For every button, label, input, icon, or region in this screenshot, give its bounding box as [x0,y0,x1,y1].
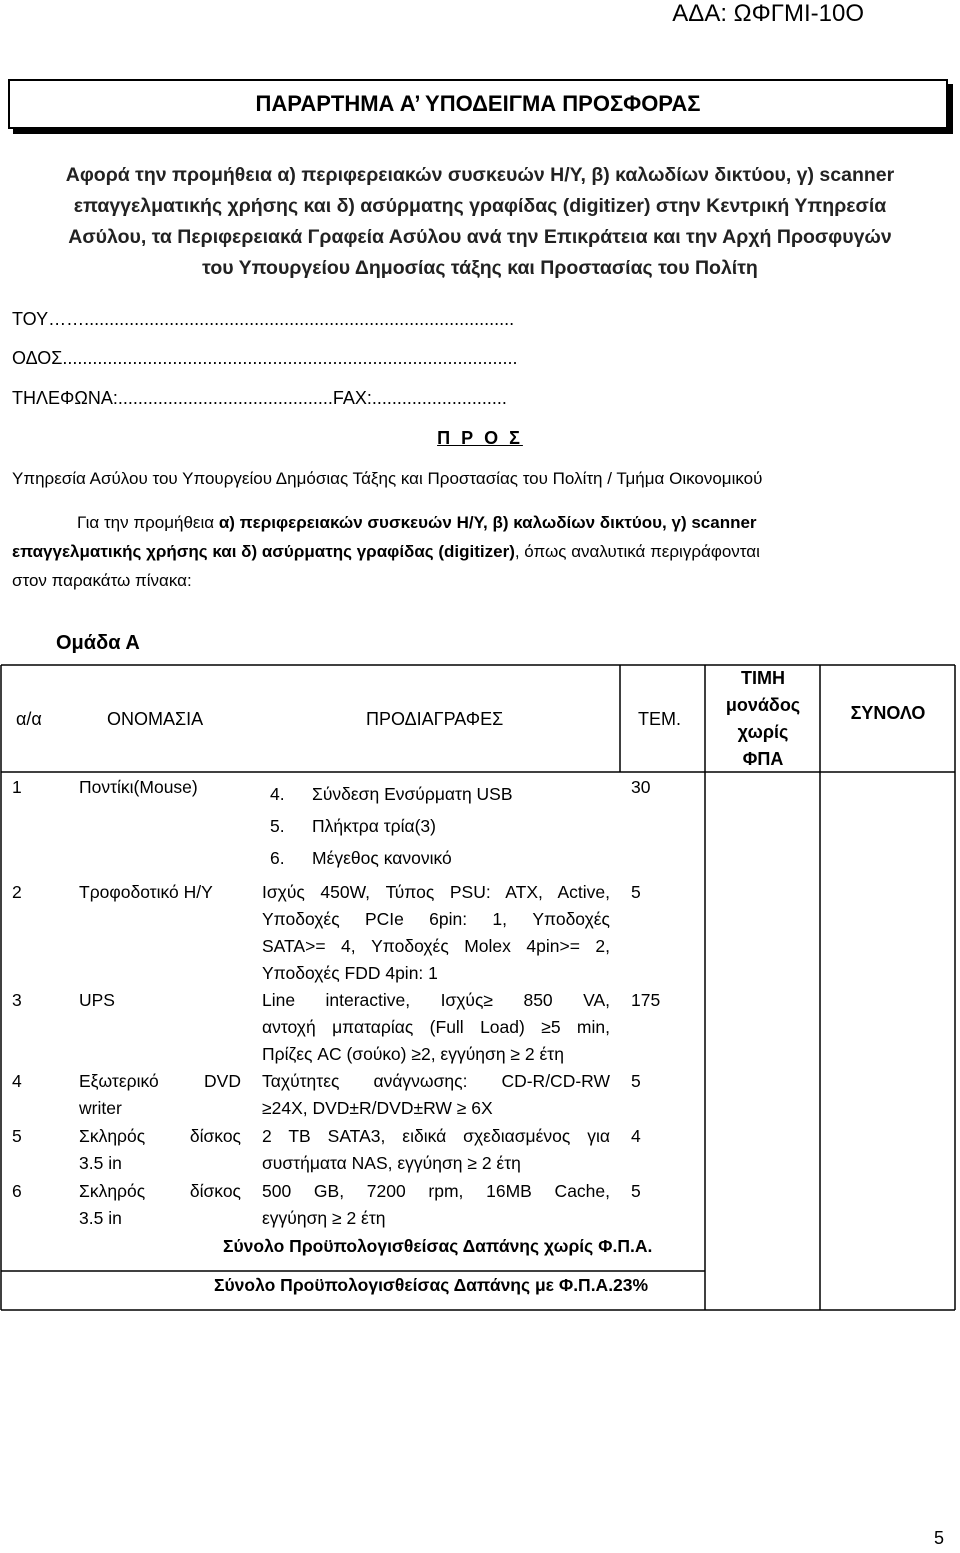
col-header-qty: ΤΕΜ. [638,709,681,729]
subject-line: Ασύλου, τα Περιφερειακά Γραφεία Ασύλου ανά την Επικράτεια και την Αρχή Προσφυγών [68,226,892,248]
row-2-name: Τροφοδοτικό Η/Υ [79,882,213,902]
intro-bold-1: α) περιφερειακών συσκευών Η/Υ, β) καλωδίων δικτύου, γ) scanner [218,513,757,532]
field-phone-fax: ΤΗΛΕΦΩΝΑ:...........................................FAX:........................... [12,388,507,408]
field-odos: ΟΔΟΣ........................................................................................... [12,348,518,368]
subject-line: του Υπουργείου Δημοσίας τάξης και Προστασίας του Πολίτη [202,257,758,279]
row-3-no: 3 [12,990,22,1010]
row-5-qty: 4 [631,1126,641,1146]
row-6-qty: 5 [631,1181,641,1201]
col-header-aa: α/α [16,709,42,729]
total-without-vat-label: Σύνολο Προϋπολογισθείσας Δαπάνης χωρίς Φ.Π.Α. [223,1236,653,1256]
page-number: 5 [933,1528,944,1548]
row-1-no: 1 [12,777,22,797]
field-tou: ΤΟΥ……...................................................................................... [12,309,515,329]
row-6-no: 6 [12,1181,22,1201]
subject-line: επαγγελματικής χρήσης και δ) ασύρματης γραφίδας (digitizer) στην Κεντρική Υπηρεσία [73,195,887,217]
total-with-vat-label: Σύνολο Προϋπολογισθείσας Δαπάνης με Φ.Π.Α.23% [214,1275,649,1295]
row-2-qty: 5 [631,882,641,902]
col-header-name: ΟΝΟΜΑΣΙΑ [107,709,204,729]
intro-tail-2: στον παρακάτω πίνακα: [12,571,192,590]
row-3-specs: Line interactive, Ισχύς≥ 850 VA, αντοχή μπαταρίας (Full Load) ≥5 min, Πρίζες AC (σούκο) ≥2, εγγύηση ≥ 2 έτη [262,990,610,1064]
row-6-name: Σκληρός δίσκος 3.5 in [79,1181,241,1228]
row-1-specs: 4. Σύνδεση Ενσύρματη USB 5. Πλήκτρα τρία(3) 6. Μέγεθος κανονικό [270,784,513,868]
row-1-qty: 30 [631,777,651,797]
document-title: ΠΑΡΑΡΤΗΜΑ Α’ ΥΠΟΔΕΙΓΜΑ ΠΡΟΣΦΟΡΑΣ [255,91,701,116]
row-5-specs: 2 TB SATA3, ειδικά σχεδιασμένος για συστήματα NAS, εγγύηση ≥ 2 έτη [262,1126,610,1173]
intro-tail-1: , όπως αναλυτικά περιγράφονται [514,542,760,561]
row-5-name: Σκληρός δίσκος 3.5 in [79,1126,241,1173]
ada-code: ΑΔΑ: ΩΦΓΜΙ-10Ο [672,0,864,27]
col-header-price: ΤΙΜΗ μονάδος χωρίς ΦΠΑ [725,668,801,769]
subject-line: Αφορά την προμήθεια α) περιφερειακών συσκευών Η/Υ, β) καλωδίων δικτύου, γ) scanner [65,164,895,186]
row-4-specs: Ταχύτητες ανάγνωσης: CD-R/CD-RW ≥24X, DVD±R/DVD±RW ≥ 6X [262,1071,610,1118]
row-5-no: 5 [12,1126,22,1146]
row-3-qty: 175 [631,990,661,1010]
recipient-department: Υπηρεσία Ασύλου του Υπουργείου Δημόσιας Τάξης και Προστασίας του Πολίτη / Τμήμα Οικονομικού [12,469,763,488]
row-4-no: 4 [12,1071,22,1091]
col-header-specs: ΠΡΟΔΙΑΓΡΑΦΕΣ [366,709,504,729]
row-2-specs: Ισχύς 450W, Τύπος PSU: ATX, Active, Υποδοχές PCIe 6pin: 1, Υποδοχές SATA>= 4, Υποδοχές Molex 4pin>= 2, Υποδοχές FDD 4pin: 1 [262,882,610,983]
row-1-name: Ποντίκι(Mouse) [79,777,198,797]
row-2-no: 2 [12,882,22,902]
intro-lead: Για την προμήθεια [77,513,219,532]
row-4-name: Εξωτερικό DVD writer [79,1071,241,1118]
row-6-specs: 500 GB, 7200 rpm, 16MB Cache, εγγύηση ≥ 2 έτη [262,1181,610,1228]
row-3-name: UPS [79,990,115,1010]
col-header-total: ΣΥΝΟΛΟ [850,703,926,723]
pros-heading: Π Ρ Ο Σ [437,428,523,448]
intro-bold-2: επαγγελματικής χρήσης και δ) ασύρματης γραφίδας (digitizer) [12,542,515,561]
group-label: Ομάδα Α [56,632,140,654]
row-4-qty: 5 [631,1071,641,1091]
